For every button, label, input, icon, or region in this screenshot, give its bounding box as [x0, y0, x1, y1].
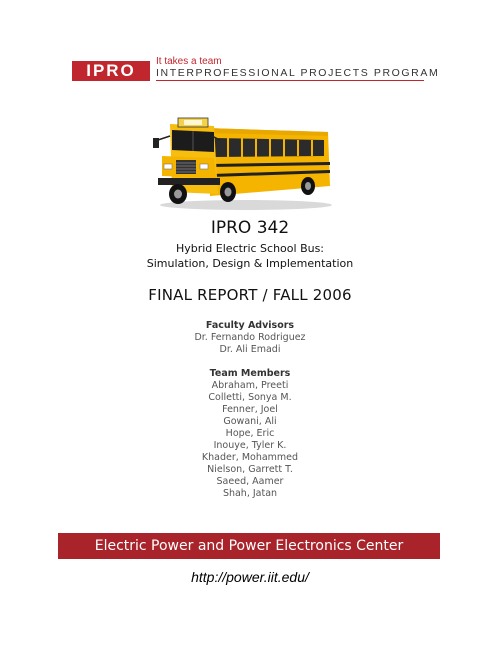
subtitle-line-2: Simulation, Design & Implementation: [146, 257, 354, 270]
member-name: Colletti, Sonya M.: [208, 392, 292, 403]
advisor-name: Dr. Ali Emadi: [219, 344, 281, 355]
subtitle-line-1: Hybrid Electric School Bus:: [175, 242, 325, 255]
logo-tagline: It takes a team: [156, 56, 222, 67]
project-subtitle: [0, 241, 500, 271]
project-title: IPRO 342: [210, 218, 290, 238]
report-label: FINAL REPORT / FALL 2006: [148, 286, 352, 304]
center-url-link[interactable]: http://power.iit.edu/: [191, 569, 309, 585]
members-heading: Team Members: [209, 368, 291, 379]
team-members-section: [0, 368, 500, 500]
member-name: Fenner, Joel: [222, 404, 278, 415]
member-name: Inouye, Tyler K.: [213, 440, 287, 451]
member-name: Hope, Eric: [225, 428, 275, 439]
advisor-name: Dr. Fernando Rodriguez: [194, 332, 306, 343]
faculty-advisors-section: [0, 320, 500, 356]
school-bus-image: [148, 106, 334, 212]
member-name: Abraham, Preeti: [211, 380, 289, 391]
member-name: Nielson, Garrett T.: [207, 464, 293, 475]
program-name: INTERPROFESSIONAL PROJECTS PROGRAM: [156, 67, 440, 79]
member-name: Saeed, Aamer: [216, 476, 284, 487]
advisors-heading: Faculty Advisors: [205, 320, 295, 331]
center-name-banner: Electric Power and Power Electronics Center: [58, 533, 440, 559]
logo-divider: [156, 80, 424, 81]
member-name: Shah, Jatan: [222, 488, 278, 499]
ipro-logo: IPRO: [72, 61, 150, 81]
member-name: Gowani, Ali: [223, 416, 277, 427]
member-name: Khader, Mohammed: [201, 452, 299, 463]
